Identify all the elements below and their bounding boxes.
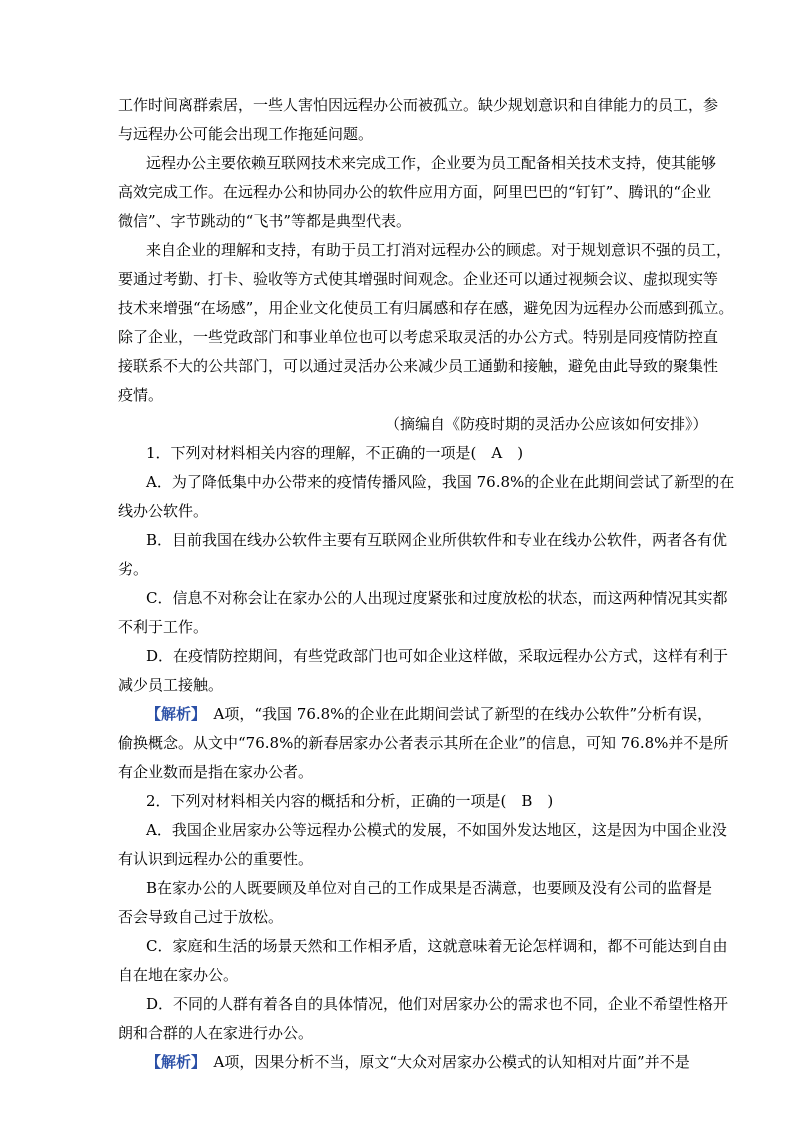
paragraph-line: 高效完成工作。在远程办公和协同办公的软件应用方面，阿里巴巴的“钉钉”、腾讯的“企业 bbox=[118, 183, 712, 201]
option-line: C．家庭和生活的场景天然和工作相矛盾，这就意味着无论怎样调和，都不可能达到自由 bbox=[146, 937, 728, 955]
analysis-line: 有企业数而是指在家办公者。 bbox=[118, 763, 314, 781]
source-citation: （摘编自《防疫时期的灵活办公应该如何安排》） bbox=[385, 415, 708, 433]
paragraph-line: 与远程办公可能会出现工作拖延问题。 bbox=[118, 125, 374, 143]
option-line: 否会导致自己过于放松。 bbox=[118, 908, 284, 926]
option-line: 不利于工作。 bbox=[118, 618, 209, 636]
paragraph-line: 技术来增强“在场感”，用企业文化使员工有归属感和存在感，避免因为远程办公而感到孤立。 bbox=[118, 299, 734, 317]
option-line: A．我国企业居家办公等远程办公模式的发展，不如国外发达地区，这是因为中国企业没 bbox=[146, 821, 727, 839]
option-line: B在家办公的人既要顾及单位对自己的工作成果是否满意，也要顾及没有公司的监督是 bbox=[146, 879, 713, 897]
analysis-line bbox=[146, 1052, 690, 1072]
option-line: D．不同的人群有着各自的具体情况，他们对居家办公的需求也不同，企业不希望性格开 bbox=[146, 995, 729, 1013]
analysis-text: A项，因果分析不当，原文“大众对居家办公模式的认知相对片面”并不是 bbox=[198, 1053, 690, 1071]
option-line: C．信息不对称会让在家办公的人出现过度紧张和过度放松的状态，而这两种情况其实都 bbox=[146, 589, 728, 607]
question-2: 2．下列对材料相关内容的概括和分析，正确的一项是( B ) bbox=[146, 792, 554, 810]
paragraph-line: 要通过考勤、打卡、验收等方式使其增强时间观念。企业还可以通过视频会议、虚拟现实等 bbox=[118, 270, 719, 288]
analysis-tag: 【解析】 bbox=[146, 705, 199, 723]
option-line: 线办公软件。 bbox=[118, 502, 209, 520]
question-1: 1．下列对材料相关内容的理解，不正确的一项是( A ) bbox=[146, 444, 524, 462]
paragraph-line: 接联系不大的公共部门，可以通过灵活办公来减少员工通勤和接触，避免由此导致的聚集性 bbox=[118, 357, 719, 375]
paragraph-line: 远程办公主要依赖互联网技术来完成工作，企业要为员工配备相关技术支持，使其能够 bbox=[146, 154, 717, 172]
paragraph-line: 疫情。 bbox=[118, 386, 164, 404]
option-line: 有认识到远程办公的重要性。 bbox=[118, 850, 314, 868]
option-line: 减少员工接触。 bbox=[118, 676, 224, 694]
paragraph-line: 微信”、字节跳动的“飞书”等都是典型代表。 bbox=[118, 212, 412, 230]
option-line: A．为了降低集中办公带来的疫情传播风险，我国 76.8%的企业在此期间尝试了新型的在 bbox=[146, 473, 735, 491]
option-line: 朗和合群的人在家进行办公。 bbox=[118, 1024, 314, 1042]
paragraph-line: 工作时间离群索居，一些人害怕因远程办公而被孤立。缺少规划意识和自律能力的员工，参 bbox=[118, 96, 719, 114]
paragraph-line: 除了企业，一些党政部门和事业单位也可以考虑采取灵活的办公方式。特别是同疫情防控直 bbox=[118, 328, 719, 346]
option-line: 劣。 bbox=[118, 560, 149, 578]
option-line: D．在疫情防控期间，有些党政部门也可如企业这样做，采取远程办公方式，这样有利于 bbox=[146, 647, 729, 665]
option-line: 自在地在家办公。 bbox=[118, 966, 239, 984]
analysis-line bbox=[146, 704, 712, 724]
paragraph-line: 来自企业的理解和支持，有助于员工打消对远程办公的顾虑。对于规划意识不强的员工， bbox=[146, 241, 732, 259]
option-line: B．目前我国在线办公软件主要有互联网企业所供软件和专业在线办公软件，两者各有优 bbox=[146, 531, 728, 549]
analysis-line: 偷换概念。从文中“76.8%的新春居家办公者表示其所在企业”的信息，可知 76.8%并不是所 bbox=[118, 734, 729, 752]
analysis-tag: 【解析】 bbox=[146, 1053, 199, 1071]
analysis-text: A项，“我国 76.8%的企业在此期间尝试了新型的在线办公软件”分析有误， bbox=[198, 705, 713, 723]
